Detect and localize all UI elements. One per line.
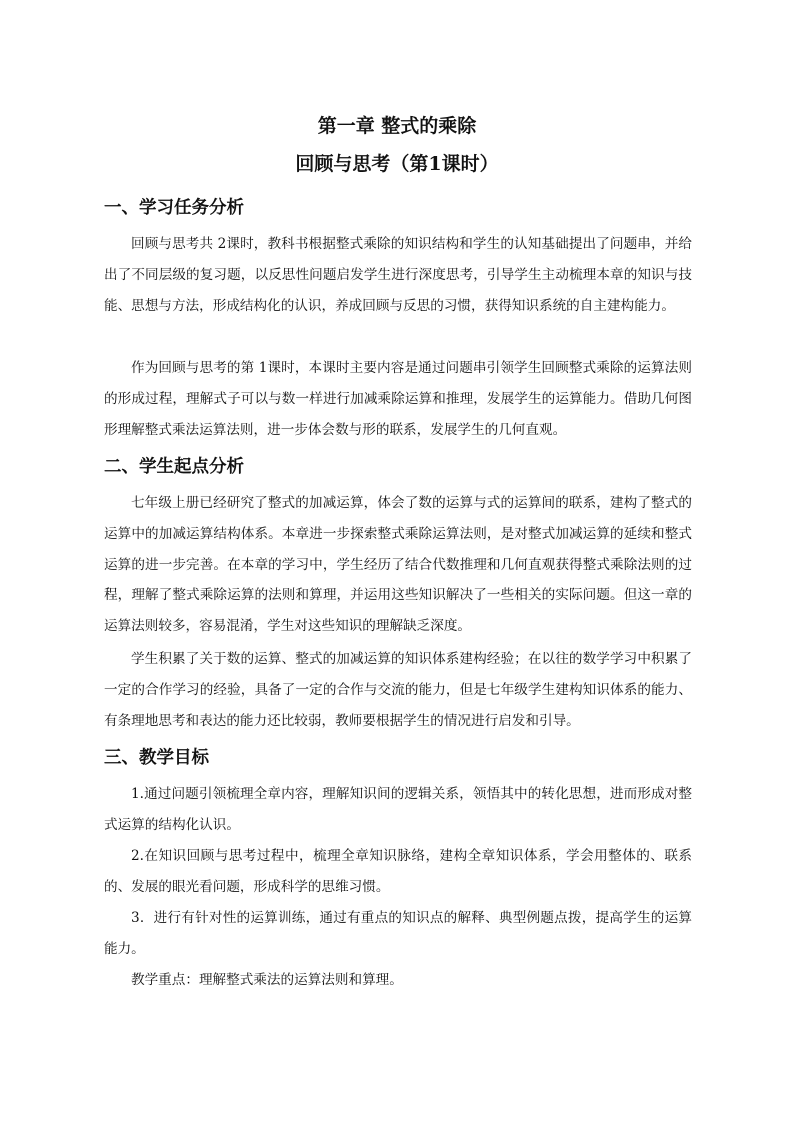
section-heading-teaching-goals: 三、教学目标 bbox=[104, 748, 209, 768]
paragraph: 学生积累了关于数的运算、整式的加减运算的知识体系建构经验；在以往的数学学习中积累了一定的合作学习的经验，具备了一定的合作与交流的能力，但是七年级学生建构知识体系的能力、有条理地思考和表达的能力还比较弱，教师要根据学生的情况进行启发和引导。 bbox=[104, 651, 692, 729]
document-title: 第一章 整式的乘除 bbox=[317, 115, 477, 137]
paragraph: 3．进行有针对性的运算训练，通过有重点的知识点的解释、典型例题点拨，提高学生的运算能力。 bbox=[104, 910, 692, 957]
section-heading-task-analysis: 一、学习任务分析 bbox=[104, 198, 244, 218]
paragraph: 1.通过问题引领梳理全章内容，理解知识间的逻辑关系，领悟其中的转化思想，进而形成对整式运算的结构化认识。 bbox=[104, 786, 692, 833]
paragraph: 2.在知识回顾与思考过程中，梳理全章知识脉络，建构全章知识体系，学会用整体的、联系的、发展的眼光看问题，形成科学的思维习惯。 bbox=[104, 848, 692, 895]
section-heading-student-analysis: 二、学生起点分析 bbox=[104, 457, 244, 477]
document-subtitle: 回顾与思考（第1课时） bbox=[295, 153, 499, 175]
paragraph: 七年级上册已经研究了整式的加减运算，体会了数的运算与式的运算间的联系，建构了整式的运算中的加减运算结构体系。本章进一步探索整式乘除运算法则，是对整式加减运算的延续和整式运算的进一步完善。在本章的学习中，学生经历了结合代数推理和几何直观获得整式乘除法则的过程，理解了整式乘除运算的法则和算理，并运用这些知识解决了一些相关的实际问题。但这一章的运算法则较多，容易混淆，学生对这些知识的理解缺乏深度。 bbox=[104, 495, 692, 635]
paragraph: 作为回顾与思考的第 1课时，本课时主要内容是通过问题串引领学生回顾整式乘除的运算法则的形成过程，理解式子可以与数一样进行加减乘除运算和推理，发展学生的运算能力。借助几何图形理解整式乘法运算法则，进一步体会数与形的联系，发展学生的几何直观。 bbox=[104, 360, 692, 438]
paragraph: 教学重点：理解整式乘法的运算法则和算理。 bbox=[131, 972, 403, 988]
paragraph: 回顾与思考共 2课时，教科书根据整式乘除的知识结构和学生的认知基础提出了问题串，并给出了不同层级的复习题，以反思性问题启发学生进行深度思考，引导学生主动梳理本章的知识与技能、思想与方法，形成结构化的认识，养成回顾与反思的习惯，获得知识系统的自主建构能力。 bbox=[104, 236, 692, 314]
